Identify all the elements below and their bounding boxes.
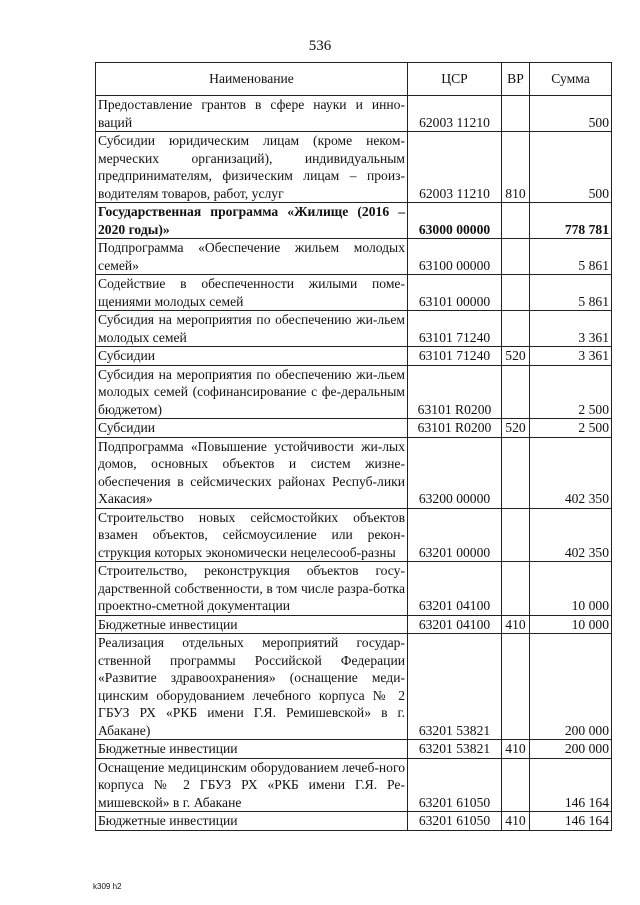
row-name-cell: Подпрограмма «Обеспечение жильем молодых семей»: [96, 239, 408, 275]
table-row: [96, 562, 612, 616]
row-name-cell: Бюджетные инвестиции: [96, 740, 408, 759]
table-row: [96, 239, 612, 275]
row-csr-cell: 63201 00000: [408, 508, 502, 562]
row-name-cell: Бюджетные инвестиции: [96, 615, 408, 634]
header-sum: Сумма: [530, 63, 612, 96]
row-vr-cell: [502, 437, 530, 508]
row-name-cell: Государственная программа «Жилище (2016 – 2020 годы)»: [96, 203, 408, 239]
row-vr-cell: [502, 365, 530, 419]
table-row: [96, 365, 612, 419]
row-csr-cell: 63201 04100: [408, 615, 502, 634]
row-vr-cell: 410: [502, 740, 530, 759]
row-csr-cell: 63100 00000: [408, 239, 502, 275]
row-sum-cell: 200 000: [530, 740, 612, 759]
row-csr-cell: 63200 00000: [408, 437, 502, 508]
row-name-cell: Бюджетные инвестиции: [96, 812, 408, 831]
table-row: [96, 508, 612, 562]
row-name-cell: Предоставление грантов в сфере науки и инно-ваций: [96, 96, 408, 132]
header-name: Наименование: [96, 63, 408, 96]
row-csr-cell: 62003 11210: [408, 132, 502, 203]
row-vr-cell: [502, 239, 530, 275]
row-vr-cell: [502, 96, 530, 132]
row-csr-cell: 63101 71240: [408, 311, 502, 347]
page-number: 536: [308, 38, 332, 54]
row-sum-cell: 2 500: [530, 419, 612, 438]
row-sum-cell: 10 000: [530, 562, 612, 616]
row-csr-cell: 63101 71240: [408, 347, 502, 366]
row-csr-cell: 63201 53821: [408, 740, 502, 759]
row-vr-cell: [502, 562, 530, 616]
row-vr-cell: 520: [502, 419, 530, 438]
table-row: [96, 437, 612, 508]
row-name-cell: Субсидия на мероприятия по обеспечению жи-льем молодых семей (софинансирование с фе-деральным бюджетом): [96, 365, 408, 419]
row-sum-cell: 146 164: [530, 758, 612, 812]
table-row: [96, 347, 612, 366]
row-vr-cell: 810: [502, 132, 530, 203]
row-vr-cell: 410: [502, 615, 530, 634]
row-sum-cell: 5 861: [530, 275, 612, 311]
row-name-cell: Субсидии: [96, 347, 408, 366]
row-vr-cell: [502, 758, 530, 812]
row-csr-cell: 63101 00000: [408, 275, 502, 311]
row-name-cell: Строительство, реконструкция объектов госу-дарственной собственности, в том числе разра-ботка проектно-сметной документации: [96, 562, 408, 616]
footer-code: k309 h2: [93, 882, 122, 891]
row-sum-cell: 2 500: [530, 365, 612, 419]
row-csr-cell: 63101 R0200: [408, 365, 502, 419]
table-row: [96, 203, 612, 239]
row-sum-cell: 3 361: [530, 311, 612, 347]
table-row: [96, 812, 612, 831]
row-sum-cell: 5 861: [530, 239, 612, 275]
row-csr-cell: 63201 53821: [408, 634, 502, 740]
row-sum-cell: 10 000: [530, 615, 612, 634]
table-row: [96, 740, 612, 759]
row-vr-cell: [502, 311, 530, 347]
row-csr-cell: 63101 R0200: [408, 419, 502, 438]
table-row: [96, 758, 612, 812]
row-vr-cell: [502, 634, 530, 740]
table-row: [96, 419, 612, 438]
table-row: [96, 311, 612, 347]
table-row: [96, 275, 612, 311]
row-sum-cell: 500: [530, 132, 612, 203]
row-vr-cell: [502, 508, 530, 562]
row-name-cell: Оснащение медицинским оборудованием лечеб-ного корпуса № 2 ГБУЗ РХ «РКБ имени Г.Я. Ре-мишевской» в г. Абакане: [96, 758, 408, 812]
row-sum-cell: 3 361: [530, 347, 612, 366]
row-csr-cell: 63000 00000: [408, 203, 502, 239]
row-vr-cell: [502, 275, 530, 311]
row-vr-cell: 520: [502, 347, 530, 366]
table-row: [96, 615, 612, 634]
row-csr-cell: 63201 04100: [408, 562, 502, 616]
table-row: [96, 96, 612, 132]
row-vr-cell: 410: [502, 812, 530, 831]
row-csr-cell: 63201 61050: [408, 758, 502, 812]
row-name-cell: Субсидии: [96, 419, 408, 438]
row-vr-cell: [502, 203, 530, 239]
row-name-cell: Реализация отдельных мероприятий государ-ственной программы Российской Федерации «Развитие здравоохранения» (оснащение меди-цинским оборудованием лечебного корпуса № 2 ГБУЗ РХ «РКБ имени Г.Я. Ремишевской» в г. Абакане): [96, 634, 408, 740]
row-sum-cell: 402 350: [530, 437, 612, 508]
row-sum-cell: 200 000: [530, 634, 612, 740]
row-name-cell: Субсидии юридическим лицам (кроме неком-мерческих организаций), индивидуальным предпринимателям, физическим лицам – произ-водителям товаров, работ, услуг: [96, 132, 408, 203]
table-row: [96, 132, 612, 203]
header-vr: ВР: [502, 63, 530, 96]
row-name-cell: Субсидия на мероприятия по обеспечению жи-льем молодых семей: [96, 311, 408, 347]
row-csr-cell: 62003 11210: [408, 96, 502, 132]
row-name-cell: Подпрограмма «Повышение устойчивости жи-лых домов, основных объектов и систем жизне-обеспечения в сейсмических районах Респуб-лики Хакасия»: [96, 437, 408, 508]
table-header-row: [96, 63, 612, 96]
row-sum-cell: 402 350: [530, 508, 612, 562]
row-name-cell: Строительство новых сейсмостойких объектов взамен объектов, сейсмоусиление или рекон-струкция которых экономически нецелесооб-разны: [96, 508, 408, 562]
row-sum-cell: 146 164: [530, 812, 612, 831]
row-csr-cell: 63201 61050: [408, 812, 502, 831]
table-body: [96, 96, 612, 831]
row-name-cell: Содействие в обеспеченности жилыми поме-щениями молодых семей: [96, 275, 408, 311]
row-sum-cell: 500: [530, 96, 612, 132]
table-row: [96, 634, 612, 740]
row-sum-cell: 778 781: [530, 203, 612, 239]
header-csr: ЦСР: [408, 63, 502, 96]
budget-table: [95, 62, 612, 831]
